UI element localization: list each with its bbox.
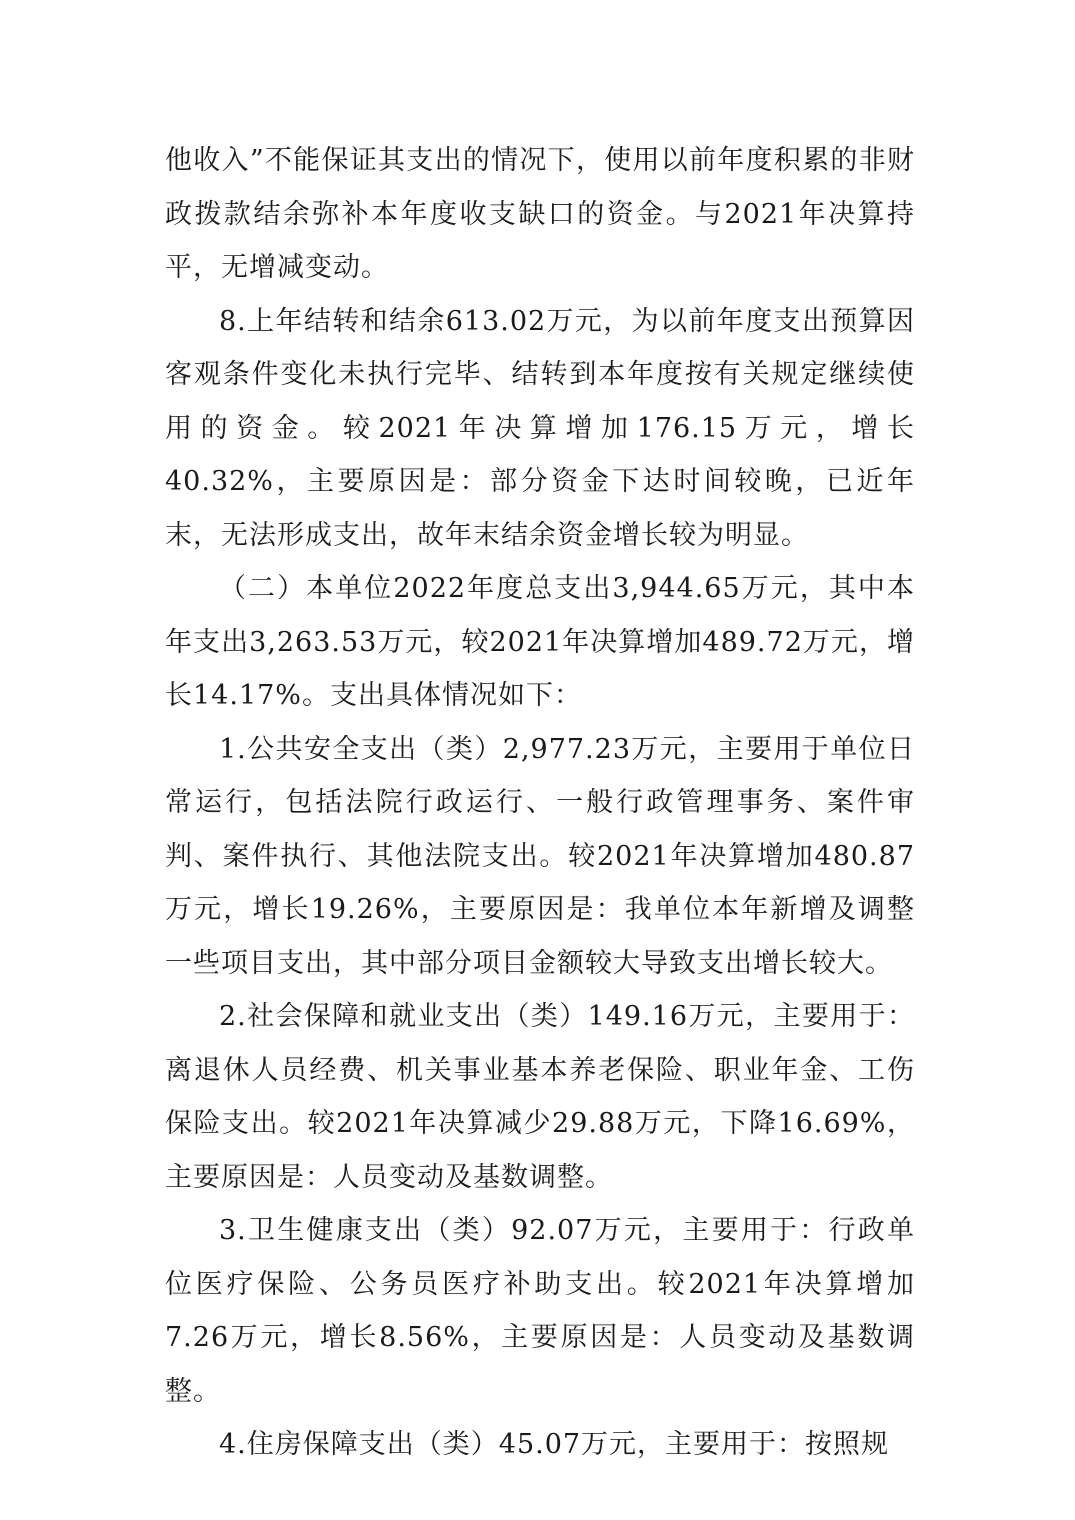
paragraph-continuation: 他收入”不能保证其支出的情况下，使用以前年度积累的非财政拨款结余弥补本年度收支缺口的资金。与2021年决算持平，无增减变动。 xyxy=(165,145,915,283)
paragraph-item-2: 2.社会保障和就业支出（类）149.16万元，主要用于：离退休人员经费、机关事业基本养老保险、职业年金、工伤保险支出。较2021年决算减少29.88万元，下降16.69%，主要原因是：人员变动及基数调整。 xyxy=(165,1001,915,1193)
paragraph-item-8: 8.上年结转和结余613.02万元，为以前年度支出预算因客观条件变化未执行完毕、结转到本年度按有关规定继续使用的资金。较2021年决算增加176.15万元，增长40.32%，主要原因是：部分资金下达时间较晚，已近年末，无法形成支出，故年末结余资金增长较为明显。 xyxy=(165,305,915,551)
document-body xyxy=(165,134,915,1472)
paragraph-item-3: 3.卫生健康支出（类）92.07万元，主要用于：行政单位医疗保险、公务员医疗补助支出。较2021年决算增加7.26万元，增长8.56%，主要原因是：人员变动及基数调整。 xyxy=(165,1215,915,1407)
paragraph-item-1: 1.公共安全支出（类）2,977.23万元，主要用于单位日常运行，包括法院行政运行、一般行政管理事务、案件审判、案件执行、其他法院支出。较2021年决算增加480.87万元，增长19.26%，主要原因是：我单位本年新增及调整一些项目支出，其中部分项目金额较大导致支出增长较大。 xyxy=(165,733,915,979)
paragraph-item-4: 4.住房保障支出（类）45.07万元，主要用于：按照规 xyxy=(219,1429,890,1460)
paragraph-section-2: （二）本单位2022年度总支出3,944.65万元，其中本年支出3,263.53万元，较2021年决算增加489.72万元，增长14.17%。支出具体情况如下： xyxy=(165,573,915,711)
